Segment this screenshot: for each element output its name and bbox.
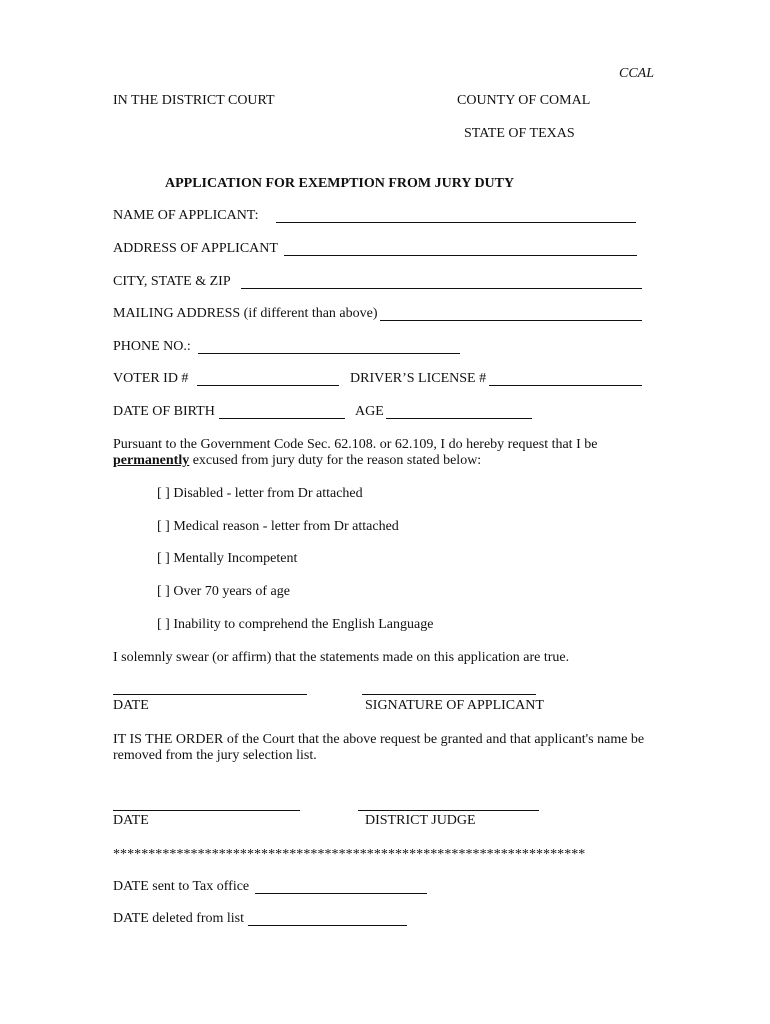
deleted-from-list-date-field[interactable] xyxy=(248,925,407,926)
reason-label: Inability to comprehend the English Language xyxy=(173,617,434,632)
order-line-2: removed from the jury selection list. xyxy=(113,748,317,763)
checkbox[interactable]: [ ] xyxy=(157,617,170,632)
reason-label: Disabled - letter from Dr attached xyxy=(173,486,363,501)
order-line-1: IT IS THE ORDER of the Court that the above request be granted and that applicant's name be xyxy=(113,732,645,747)
address-label: ADDRESS OF APPLICANT xyxy=(113,241,278,256)
state-name: STATE OF TEXAS xyxy=(464,126,575,141)
address-field[interactable] xyxy=(284,255,637,256)
judge-signature-label: DISTRICT JUDGE xyxy=(365,813,476,828)
request-line-2-rest: excused from jury duty for the reason stated below: xyxy=(189,453,482,468)
deleted-from-list-label: DATE deleted from list xyxy=(113,911,245,926)
judge-date-label: DATE xyxy=(113,813,149,828)
county-name: COUNTY OF COMAL xyxy=(457,93,591,108)
request-line-2 xyxy=(113,453,481,469)
permanently-emphasis: permanently xyxy=(113,453,190,468)
applicant-date-field[interactable] xyxy=(113,694,307,695)
separator-asterisks: ******************************************************************* xyxy=(113,847,586,862)
judge-date-field[interactable] xyxy=(113,810,300,811)
reason-item-medical[interactable] xyxy=(157,519,399,535)
checkbox[interactable]: [ ] xyxy=(157,584,170,599)
applicant-signature-label: SIGNATURE OF APPLICANT xyxy=(365,698,544,713)
voter-id-field[interactable] xyxy=(197,385,339,386)
drivers-license-label: DRIVER’S LICENSE # xyxy=(350,371,487,386)
court-name: IN THE DISTRICT COURT xyxy=(113,93,275,108)
tax-office-date-field[interactable] xyxy=(255,893,427,894)
drivers-license-field[interactable] xyxy=(489,385,642,386)
judge-signature-field[interactable] xyxy=(358,810,539,811)
tax-office-label: DATE sent to Tax office xyxy=(113,879,250,894)
applicant-date-label: DATE xyxy=(113,698,149,713)
reason-label: Over 70 years of age xyxy=(173,584,290,599)
mailing-address-field[interactable] xyxy=(380,320,642,321)
applicant-signature-field[interactable] xyxy=(362,694,536,695)
oath-statement: I solemnly swear (or affirm) that the statements made on this application are true. xyxy=(113,650,570,665)
reason-item-disabled[interactable] xyxy=(157,486,363,502)
name-label: NAME OF APPLICANT: xyxy=(113,208,259,223)
age-label: AGE xyxy=(355,404,384,419)
reason-item-mentally-incompetent[interactable] xyxy=(157,551,297,567)
date-of-birth-field[interactable] xyxy=(219,418,345,419)
date-of-birth-label: DATE OF BIRTH xyxy=(113,404,215,419)
age-field[interactable] xyxy=(386,418,532,419)
city-state-zip-field[interactable] xyxy=(241,288,642,289)
voter-id-label: VOTER ID # xyxy=(113,371,189,386)
form-code: CCAL xyxy=(619,66,655,81)
page-title: APPLICATION FOR EXEMPTION FROM JURY DUTY xyxy=(165,176,515,191)
request-line-1: Pursuant to the Government Code Sec. 62.108. or 62.109, I do hereby request that I be xyxy=(113,437,598,452)
checkbox[interactable]: [ ] xyxy=(157,486,170,501)
checkbox[interactable]: [ ] xyxy=(157,519,170,534)
reason-label: Mentally Incompetent xyxy=(173,551,298,566)
reason-item-english[interactable] xyxy=(157,617,433,633)
name-field[interactable] xyxy=(276,222,636,223)
phone-label: PHONE NO.: xyxy=(113,339,191,354)
reason-label: Medical reason - letter from Dr attached xyxy=(173,519,399,534)
city-state-zip-label: CITY, STATE & ZIP xyxy=(113,274,231,289)
reason-item-over-70[interactable] xyxy=(157,584,290,600)
mailing-address-label: MAILING ADDRESS (if different than above) xyxy=(113,306,378,321)
phone-field[interactable] xyxy=(198,353,460,354)
checkbox[interactable]: [ ] xyxy=(157,551,170,566)
